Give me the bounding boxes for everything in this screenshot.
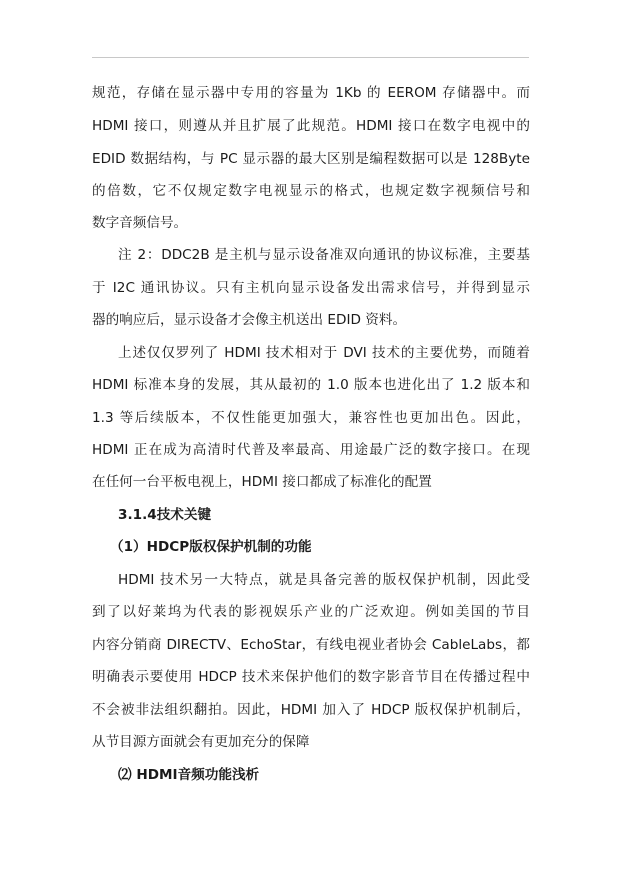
body-line: 规范，存储在显示器中专用的容量为 1Kb 的 EEROM 存储器中。而 [92,85,530,101]
body-line: HDMI 技术另一大特点，就是具备完善的版权保护机制，因此受 [118,572,530,588]
body-line: 在任何一台平板电视上，HDMI 接口都成了标准化的配置 [92,474,432,490]
body-line: 到了以好莱坞为代表的影视娱乐产业的广泛欢迎。例如美国的节目 [92,604,530,620]
section-heading: 3.1.4技术关键 [118,507,212,523]
body-line: 的倍数，它不仅规定数字电视显示的格式，也规定数字视频信号和 [92,183,530,199]
subsection-heading: ⑵ HDMI音频功能浅析 [118,767,260,783]
body-line: EDID 数据结构，与 PC 显示器的最大区别是编程数据可以是 128Byte [92,151,530,167]
subsection-heading: （1）HDCP版权保护机制的功能 [110,539,312,555]
note-line: 于 I2C 通讯协议。只有主机向显示设备发出需求信号，并得到显示 [92,280,530,296]
body-line: 明确表示要使用 HDCP 技术来保护他们的数字影音节目在传播过程中 [92,669,530,685]
body-line: HDMI 接口，则遵从并且扩展了此规范。HDMI 接口在数字电视中的 [92,118,530,134]
body-line: 数字音频信号。 [92,215,188,231]
body-line: HDMI 正在成为高清时代普及率最高、用途最广泛的数字接口。在现 [92,442,530,458]
body-line: HDMI 标准本身的发展，其从最初的 1.0 版本也进化出了 1.2 版本和 [92,377,530,393]
body-line: 内容分销商 DIRECTV、EchoStar，有线电视业者协会 CableLabs，都 [92,637,530,653]
note-line: 注 2：DDC2B 是主机与显示设备准双向通讯的协议标准，主要基 [118,247,530,263]
body-line: 从节目源方面就会有更加充分的保障 [92,734,310,750]
header-rule [92,57,529,58]
note-line: 器的响应后，显示设备才会像主机送出 EDID 资料。 [92,312,407,328]
body-line: 1.3 等后续版本，不仅性能更加强大，兼容性也更加出色。因此， [92,410,530,426]
body-line: 上述仅仅罗列了 HDMI 技术相对于 DVI 技术的主要优势，而随着 [118,345,530,361]
body-line: 不会被非法组织翻拍。因此，HDMI 加入了 HDCP 版权保护机制后， [92,702,530,718]
